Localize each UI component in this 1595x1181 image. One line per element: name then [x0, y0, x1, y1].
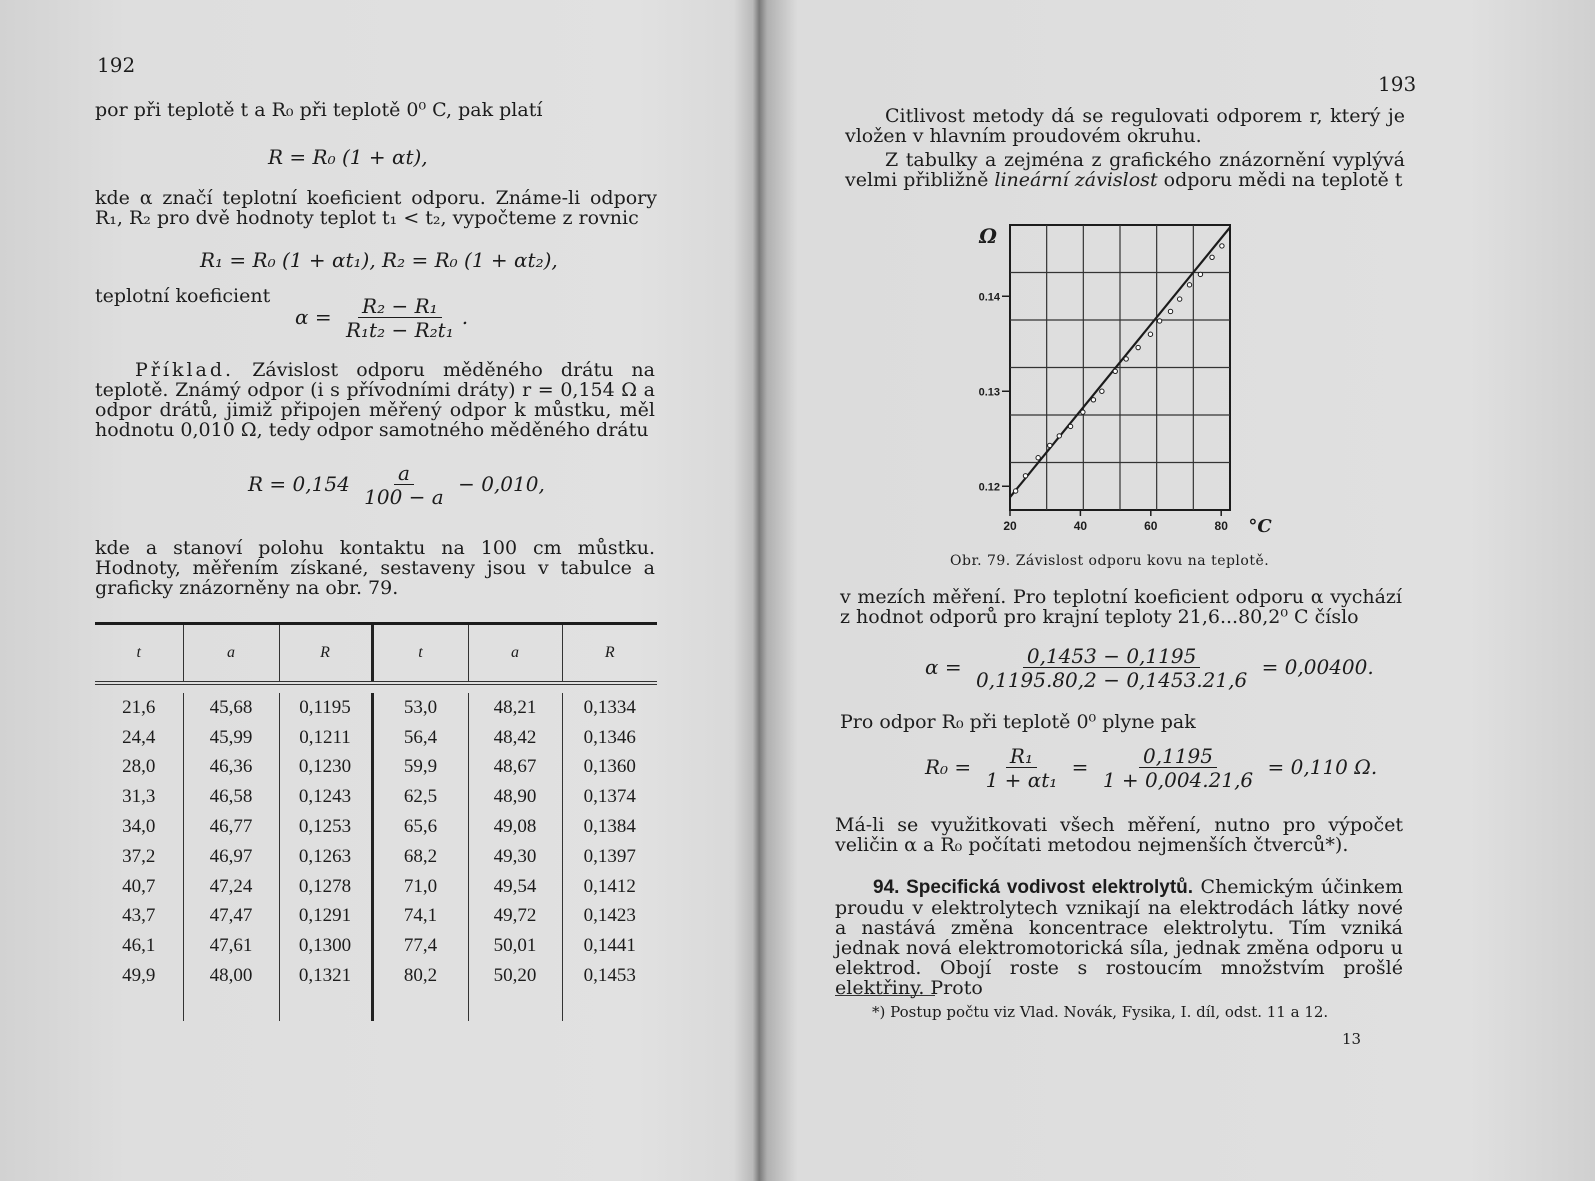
table-cell: 47,61: [183, 931, 279, 961]
table-header: t: [136, 644, 141, 661]
eq-end: = 0,110 Ω.: [1267, 755, 1378, 779]
example-heading: Příklad.: [135, 359, 235, 381]
emphasis: lineární závislost: [994, 169, 1158, 191]
table-cell: 46,97: [183, 842, 279, 872]
equation-fraction: R₀ = $\frac{\text{R₁}}{\text{1 + αt₁}}$ = $\frac{0,1195}{1 + 0,004.21,6}$ = 0,110 Ω.: [925, 744, 1378, 792]
eq-lhs: R₀ =: [925, 755, 972, 779]
data-point: [1113, 369, 1117, 373]
data-point: [1068, 424, 1072, 428]
table-cell: 71,0: [372, 872, 468, 902]
data-table-frame: [95, 622, 657, 1020]
y-tick-label: 0.13: [978, 386, 1000, 399]
equation-fraction: [295, 295, 468, 342]
x-tick-label: 60: [1144, 519, 1158, 533]
eq-end: .: [461, 305, 469, 329]
table-cell: 80,2: [372, 961, 468, 991]
data-point: [1013, 489, 1017, 493]
table-cell: 68,2: [372, 842, 468, 872]
table-cell: 59,9: [372, 753, 468, 783]
table-cell: 46,1: [122, 935, 156, 957]
eq-numerator: R₂ − R₁: [358, 295, 442, 318]
table-cell: 47,24: [183, 872, 279, 902]
data-point: [1168, 309, 1172, 313]
table-cell: 77,4: [372, 931, 468, 961]
table-cell: 0,1263: [279, 842, 372, 872]
data-point: [1210, 255, 1214, 259]
table-cell: 0,1334: [562, 693, 657, 723]
data-table: [95, 625, 657, 1021]
table-cell: 0,1423: [562, 902, 657, 932]
table-cell: 0,1374: [562, 782, 657, 812]
eq-end: = 0,00400.: [1261, 655, 1374, 679]
resistance-temperature-chart: [950, 205, 1310, 540]
table-cell: 0,1321: [279, 961, 372, 991]
table-cell: 0,1441: [562, 931, 657, 961]
data-point: [1036, 456, 1040, 460]
table-header: R: [562, 625, 657, 683]
equation: R₁ = R₀ (1 + αt₁), R₂ = R₀ (1 + αt₂),: [200, 248, 558, 272]
text: Chemickým účinkem proudu v elektrolytech vznikají na elektrodách látky nové a nastává změna koncentrace elektrolytu. Tím vzniká jednak nová elektromotorická síla, jednak změna odporu u elektrod. Obojí roste s rostoucím množstvím prošlé elektřiny. Proto: [835, 876, 1403, 999]
data-point: [1136, 345, 1140, 349]
data-point: [1081, 410, 1085, 414]
table-cell: 48,67: [468, 753, 562, 783]
eq-numerator: 0,1195: [1139, 745, 1217, 768]
table-header: a: [468, 625, 562, 683]
paragraph: Má-li se využitkovati všech měření, nutno pro výpočet veličin α a R₀ počítati metodou nejmenších čtverců*).: [835, 814, 1403, 856]
paragraph: [845, 150, 1405, 190]
table-row: [95, 693, 657, 723]
equation: R = R₀ (1 + αt),: [268, 145, 428, 169]
data-point: [1048, 443, 1052, 447]
data-point: [1023, 474, 1027, 478]
table-cell: 48,00: [183, 961, 279, 991]
y-tick-label: 0.14: [978, 291, 1000, 304]
table-row: [95, 812, 657, 842]
left-page: [0, 0, 745, 1181]
table-cell: 0,1278: [279, 872, 372, 902]
table-cell: 0,1243: [279, 782, 372, 812]
paragraph: Pro odpor R₀ při teplotě 0⁰ plyne pak: [840, 711, 1196, 733]
table-header-row: [95, 625, 657, 683]
table-cell: 31,3: [122, 786, 156, 808]
x-axis-label: °C: [1248, 516, 1272, 537]
table-padding-row: [95, 991, 657, 1021]
table-cell: 0,1453: [562, 961, 657, 991]
x-tick-label: 40: [1073, 519, 1088, 533]
eq-numerator: 0,1453 − 0,1195: [1023, 645, 1200, 668]
table-cell: 46,58: [183, 782, 279, 812]
table-cell: 46,36: [183, 753, 279, 783]
table-cell: 34,0: [122, 816, 156, 838]
footnote: *) Postup počtu viz Vlad. Novák, Fysika, I. díl, odst. 11 a 12.: [872, 1003, 1329, 1021]
table-cell: 49,30: [468, 842, 562, 872]
eq-denominator: 100 − a: [364, 485, 444, 509]
table-row: [95, 782, 657, 812]
table-cell: 74,1: [372, 902, 468, 932]
data-point: [1198, 272, 1202, 276]
table-body: [95, 683, 657, 1021]
page-number: 192: [97, 53, 136, 77]
eq-denominator: 0,1195.80,2 − 0,1453.21,6: [975, 668, 1248, 692]
equation-fraction: [925, 645, 1374, 692]
eq-denominator: 1 + 0,004.21,6: [1102, 768, 1254, 792]
eq-lhs: R = 0,154: [248, 472, 350, 496]
table-cell: 48,90: [468, 782, 562, 812]
table-row: [95, 872, 657, 902]
right-page: [760, 0, 1595, 1181]
table-row: [95, 723, 657, 753]
data-point: [1124, 357, 1128, 361]
table-cell: 40,7: [122, 875, 156, 897]
eq-end: − 0,010,: [458, 472, 545, 496]
table-cell: 48,21: [468, 693, 562, 723]
table-cell: 47,47: [183, 902, 279, 932]
x-tick-label: 20: [1003, 519, 1017, 533]
table-row: [95, 753, 657, 783]
table-cell: 45,99: [183, 723, 279, 753]
paragraph: por při teplotě t a R₀ při teplotě 0⁰ C, pak platí: [95, 99, 543, 121]
eq-lhs: α =: [295, 305, 332, 329]
table-cell: 24,4: [122, 726, 156, 748]
data-point: [1220, 244, 1224, 248]
data-point: [1091, 398, 1095, 402]
table-cell: 0,1384: [562, 812, 657, 842]
table-cell: 0,1291: [279, 902, 372, 932]
example-text: Závislost odporu měděného drátu na teplotě. Známý odpor (i s přívodními dráty) r = 0,154 Ω a odpor drátů, jimiž připojen měřený odpor k můstku, měl hodnotu 0,010 Ω, tedy odpor samotného měděného drátu: [95, 359, 655, 441]
table-cell: 50,01: [468, 931, 562, 961]
table-cell: 28,0: [122, 756, 156, 778]
table-header: t: [372, 625, 468, 683]
data-point: [1157, 319, 1161, 323]
table-cell: 49,08: [468, 812, 562, 842]
table-cell: 49,54: [468, 872, 562, 902]
signature-mark: 13: [1342, 1030, 1362, 1048]
table-cell: 0,1195: [279, 693, 372, 723]
y-axis-label: Ω: [979, 224, 997, 248]
table-cell: 45,68: [183, 693, 279, 723]
table-cell: 37,2: [122, 845, 156, 867]
table-cell: 0,1253: [279, 812, 372, 842]
table-cell: 65,6: [372, 812, 468, 842]
page-number: 193: [1378, 72, 1417, 96]
table-cell: 50,20: [468, 961, 562, 991]
figure-caption: Obr. 79. Závislost odporu kovu na teplotě.: [950, 553, 1270, 569]
table-cell: 0,1397: [562, 842, 657, 872]
text: odporu mědi na teplotě t: [1163, 169, 1403, 191]
table-row: [95, 842, 657, 872]
table-cell: 48,42: [468, 723, 562, 753]
data-point: [1057, 434, 1061, 438]
eq-numerator: R₁: [1006, 745, 1037, 768]
text: Z tabulky a zejména z grafického znázornění vyplývá velmi přibližně: [845, 149, 1405, 191]
table-row: [95, 931, 657, 961]
table-cell: 53,0: [372, 693, 468, 723]
table-cell: 0,1300: [279, 931, 372, 961]
eq-denominator: R₁t₂ − R₂t₁: [345, 318, 454, 342]
table-cell: 0,1412: [562, 872, 657, 902]
table-cell: 0,1211: [279, 723, 372, 753]
footnote-rule: [835, 995, 935, 996]
table-header: a: [183, 625, 279, 683]
x-tick-label: 80: [1214, 519, 1228, 533]
paragraph: teplotní koeficient: [95, 285, 271, 307]
table-row: [95, 902, 657, 932]
table-cell: 43,7: [122, 905, 156, 927]
table-cell: 62,5: [372, 782, 468, 812]
y-tick-label: 0.12: [978, 481, 1000, 494]
table-cell: 49,72: [468, 902, 562, 932]
table-cell: 46,77: [183, 812, 279, 842]
table-cell: 21,6: [122, 696, 156, 718]
table-cell: 0,1360: [562, 753, 657, 783]
data-point: [1100, 389, 1104, 393]
data-point: [1187, 283, 1191, 287]
data-point: [1148, 332, 1152, 336]
table-cell: 0,1346: [562, 723, 657, 753]
eq-denominator: 1 + αt₁: [985, 768, 1058, 792]
table-cell: 56,4: [372, 723, 468, 753]
paragraph: kde α značí teplotní koeficient odporu. Známe-li odpory R₁, R₂ pro dvě hodnoty teplot t₁ < t₂, vypočteme z rovnic: [95, 187, 657, 229]
paragraph: kde a stanoví polohu kontaktu na 100 cm můstku. Hodnoty, měřením získané, sestaveny jsou v tabulce a graficky znázorněny na obr. 79.: [95, 537, 655, 599]
eq-lhs: α =: [925, 655, 962, 679]
table-cell: 0,1230: [279, 753, 372, 783]
table-row: [95, 961, 657, 991]
paragraph: Citlivost metody dá se regulovati odporem r, který je vložen v hlavním proudovém okruhu.: [845, 105, 1405, 147]
paragraph: v mezích měření. Pro teplotní koeficient odporu α vychází z hodnot odporů pro krajní teploty 21,6...80,2⁰ C číslo: [840, 586, 1402, 628]
section-title: 94. Specifická vodivost elektrolytů.: [873, 877, 1194, 898]
example-paragraph: [95, 360, 655, 440]
table-cell: 49,9: [122, 965, 156, 987]
table-header: R: [279, 625, 372, 683]
section-paragraph: [835, 877, 1403, 998]
eq-numerator: a: [394, 462, 414, 485]
data-point: [1177, 297, 1181, 301]
equation-fraction: [248, 462, 545, 509]
